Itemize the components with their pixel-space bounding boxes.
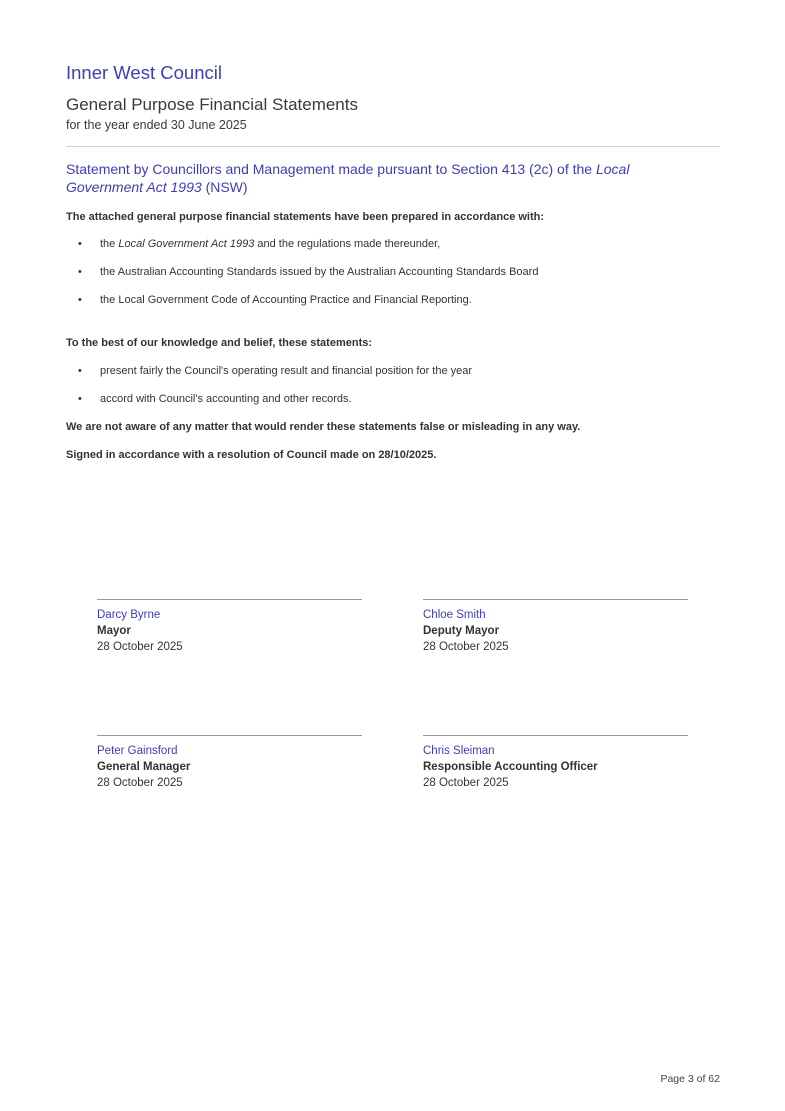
accordance-intro: The attached general purpose financial statements have been prepared in accordance with: xyxy=(66,211,545,223)
signature-line xyxy=(97,599,362,600)
signature-line xyxy=(423,599,688,600)
statement-heading-line1 xyxy=(66,161,629,177)
document-subtitle: for the year ended 30 June 2025 xyxy=(66,118,247,132)
heading-italic: Government Act 1993 xyxy=(66,179,202,195)
list-text: present fairly the Council's operating result and financial position for the year xyxy=(100,365,473,377)
list-item: • accord with Council's accounting and other records. xyxy=(78,393,352,405)
header-divider xyxy=(66,146,720,147)
signature-line xyxy=(423,735,688,736)
list-text: and the regulations made thereunder, xyxy=(257,238,441,250)
list-item: • the Australian Accounting Standards issued by the Australian Accounting Standards Board xyxy=(78,266,539,278)
list-text: the Local Government Code of Accounting Practice and Financial Reporting. xyxy=(100,294,472,306)
page-number: Page 3 of 62 xyxy=(660,1073,720,1085)
signed-resolution: Signed in accordance with a resolution of Council made on 28/10/2025. xyxy=(66,449,437,461)
list-italic: Local Government Act 1993 xyxy=(118,238,255,250)
signatory-role: Deputy Mayor xyxy=(423,625,500,637)
belief-intro: To the best of our knowledge and belief, these statements: xyxy=(66,337,373,349)
signatory-role: Mayor xyxy=(97,625,131,637)
heading-italic: Local xyxy=(595,161,630,177)
signatory-role: General Manager xyxy=(97,761,191,773)
signatory-name: Darcy Byrne xyxy=(97,609,161,621)
signatory-name: Chloe Smith xyxy=(423,609,486,621)
signatory-date: 28 October 2025 xyxy=(97,777,183,789)
list-item: • the Local Government Code of Accounting Practice and Financial Reporting. xyxy=(78,294,472,306)
signatory-date: 28 October 2025 xyxy=(97,641,183,653)
heading-text: (NSW) xyxy=(205,179,248,195)
list-text: accord with Council's accounting and other records. xyxy=(100,393,352,405)
signatory-name: Peter Gainsford xyxy=(97,745,178,757)
list-text: the Australian Accounting Standards issued by the Australian Accounting Standards Board xyxy=(100,266,539,278)
organisation-name: Inner West Council xyxy=(66,62,222,83)
signatory-date: 28 October 2025 xyxy=(423,641,509,653)
statement-heading-line2 xyxy=(66,179,248,195)
list-item: • present fairly the Council's operating result and financial position for the year xyxy=(78,365,473,377)
list-item: • the Local Government Act 1993 and the regulations made thereunder, xyxy=(78,238,441,250)
signatory-name: Chris Sleiman xyxy=(423,745,495,757)
not-aware-statement: We are not aware of any matter that would render these statements false or misleading in any way. xyxy=(66,421,581,433)
signatory-date: 28 October 2025 xyxy=(423,777,509,789)
heading-text: Statement by Councillors and Management made pursuant to Section 413 (2c) of the xyxy=(66,161,593,177)
document-title: General Purpose Financial Statements xyxy=(66,95,358,114)
signatory-role: Responsible Accounting Officer xyxy=(423,761,598,773)
signature-line xyxy=(97,735,362,736)
list-text: the xyxy=(100,238,116,250)
